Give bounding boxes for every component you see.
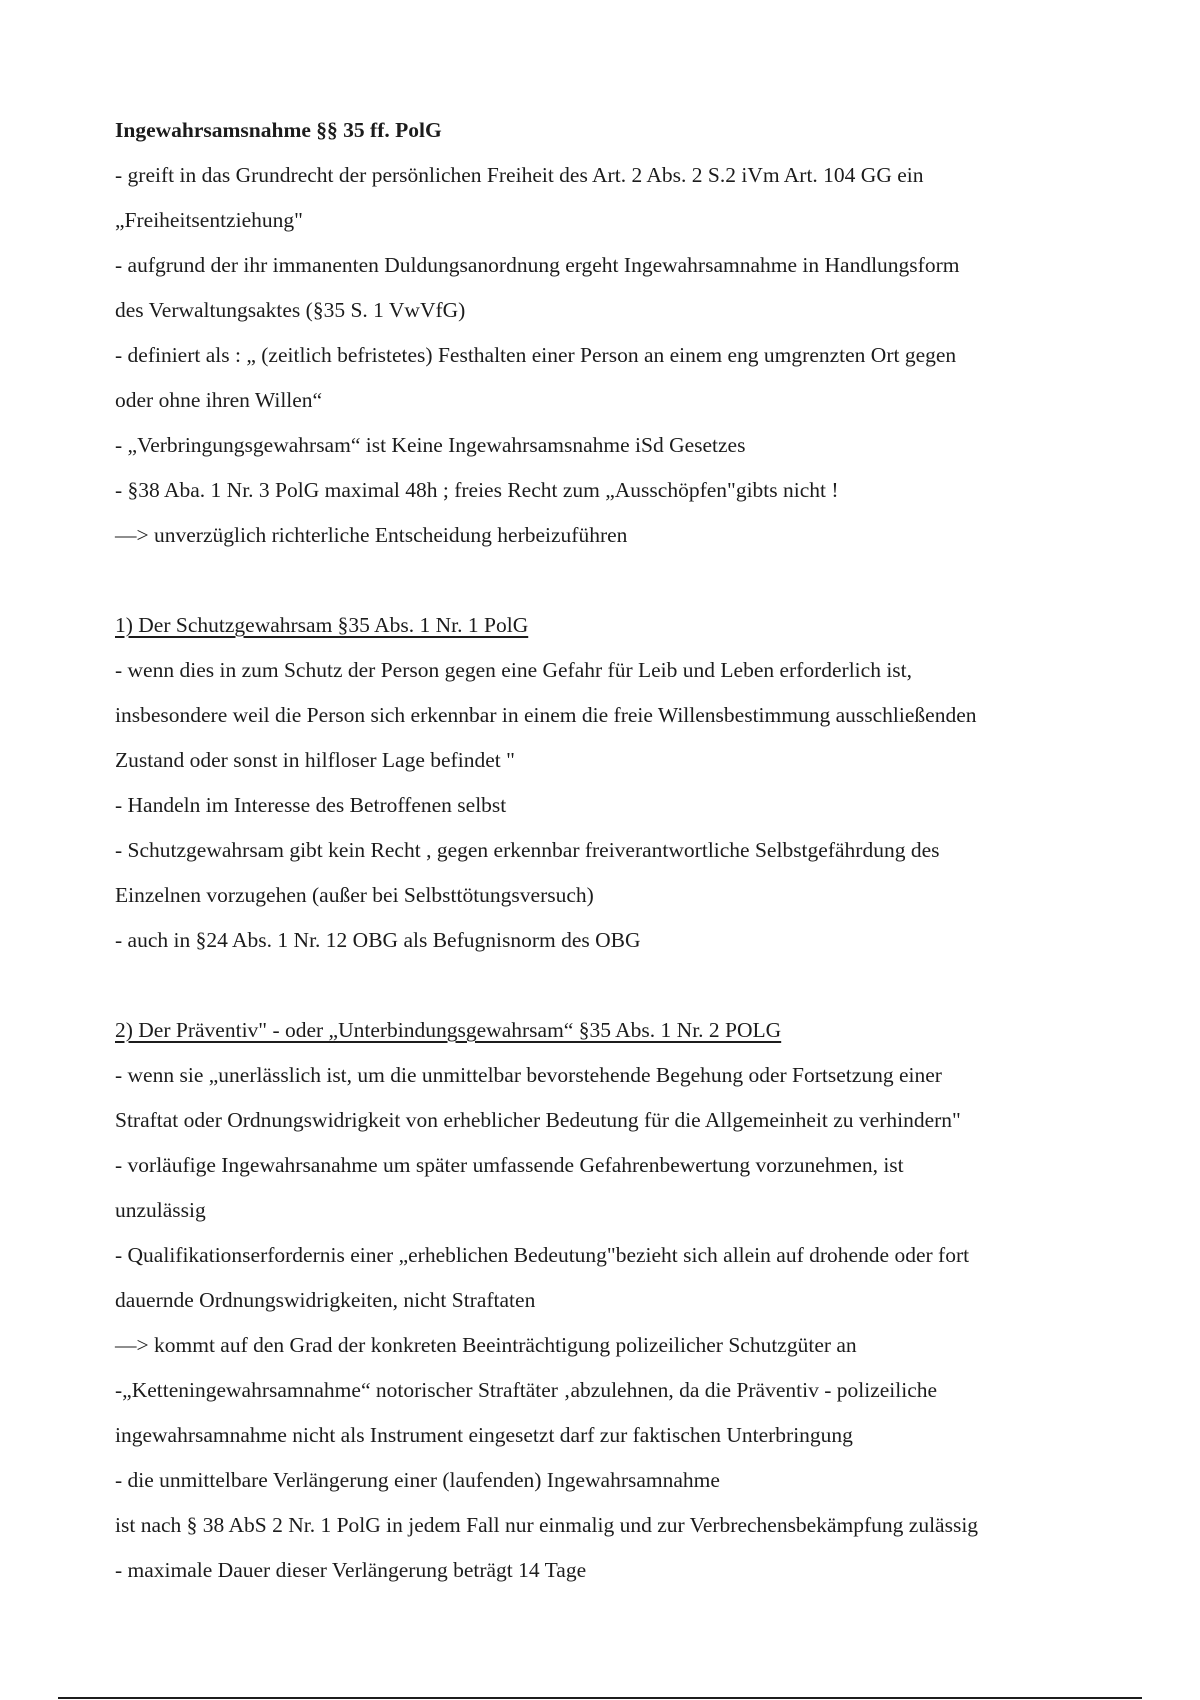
bottom-divider <box>58 1697 1142 1699</box>
section-2-line: - vorläufige Ingewahrsanahme um später umfassende Gefahrenbewertung vorzunehmen, ist <box>115 1153 904 1177</box>
intro-line: - definiert als : „ (zeitlich befristetes) Festhalten einer Person an einem eng umgrenzten Ort gegen <box>115 343 957 367</box>
section-2-line: ingewahrsamnahme nicht als Instrument eingesetzt darf zur faktischen Unterbringung <box>115 1423 853 1447</box>
section-1-line: insbesondere weil die Person sich erkennbar in einem die freie Willensbestimmung ausschließenden <box>115 703 977 727</box>
section-2-line: - die unmittelbare Verlängerung einer (laufenden) Ingewahrsamnahme <box>115 1468 720 1492</box>
section-2-line: -„Ketteningewahrsamnahme“ notorischer Straftäter ‚abzulehnen, da die Präventiv - polizeiliche <box>115 1378 938 1402</box>
section-2-heading: 2) Der Präventiv" - oder „Unterbindungsgewahrsam“ §35 Abs. 1 Nr. 2 POLG <box>115 1018 782 1042</box>
intro-line: - §38 Aba. 1 Nr. 3 PolG maximal 48h ; freies Recht zum „Ausschöpfen"gibts nicht ! <box>115 478 839 502</box>
section-2-line: dauernde Ordnungswidrigkeiten, nicht Straftaten <box>115 1288 536 1312</box>
intro-line: - greift in das Grundrecht der persönlichen Freiheit des Art. 2 Abs. 2 S.2 iVm Art. 104 GG ein <box>115 163 924 187</box>
intro-line: —> unverzüglich richterliche Entscheidung herbeizuführen <box>115 523 628 547</box>
section-1-line: - Schutzgewahrsam gibt kein Recht , gegen erkennbar freiverantwortliche Selbstgefährdung des <box>115 838 940 862</box>
page-title: Ingewahrsamsnahme §§ 35 ff. PolG <box>115 118 442 142</box>
intro-line: oder ohne ihren Willen“ <box>115 388 323 412</box>
section-1-line: Einzelnen vorzugehen (außer bei Selbsttötungsversuch) <box>115 883 594 907</box>
section-1-line: - wenn dies in zum Schutz der Person gegen eine Gefahr für Leib und Leben erforderlich ist, <box>115 658 913 682</box>
section-2-line: ist nach § 38 AbS 2 Nr. 1 PolG in jedem Fall nur einmalig und zur Verbrechensbekämpfung zulässig <box>115 1513 979 1537</box>
paragraph-spacer <box>115 963 1125 1008</box>
section-2-line: - maximale Dauer dieser Verlängerung beträgt 14 Tage <box>115 1558 587 1582</box>
section-2-line: Straftat oder Ordnungswidrigkeit von erheblicher Bedeutung für die Allgemeinheit zu verhindern" <box>115 1108 961 1132</box>
section-1-line: - Handeln im Interesse des Betroffenen selbst <box>115 793 507 817</box>
paragraph-spacer <box>115 558 1125 603</box>
section-1-line: - auch in §24 Abs. 1 Nr. 12 OBG als Befugnisnorm des OBG <box>115 928 641 952</box>
section-2-line: - Qualifikationserfordernis einer „erheblichen Bedeutung"bezieht sich allein auf drohende oder fort <box>115 1243 970 1267</box>
section-2-line: - wenn sie „unerlässlich ist, um die unmittelbar bevorstehende Begehung oder Fortsetzung einer <box>115 1063 942 1087</box>
section-1-line: Zustand oder sonst in hilfloser Lage befindet " <box>115 748 515 772</box>
document-content <box>115 108 1125 1593</box>
section-2-line: —> kommt auf den Grad der konkreten Beeinträchtigung polizeilicher Schutzgüter an <box>115 1333 857 1357</box>
intro-line: des Verwaltungsaktes (§35 S. 1 VwVfG) <box>115 298 466 322</box>
section-1-heading: 1) Der Schutzgewahrsam §35 Abs. 1 Nr. 1 PolG <box>115 613 529 637</box>
intro-line: - „Verbringungsgewahrsam“ ist Keine Ingewahrsamsnahme iSd Gesetzes <box>115 433 746 457</box>
intro-line: - aufgrund der ihr immanenten Duldungsanordnung ergeht Ingewahrsamnahme in Handlungsform <box>115 253 960 277</box>
intro-line: „Freiheitsentziehung" <box>115 208 303 232</box>
section-2-line: unzulässig <box>115 1198 206 1222</box>
